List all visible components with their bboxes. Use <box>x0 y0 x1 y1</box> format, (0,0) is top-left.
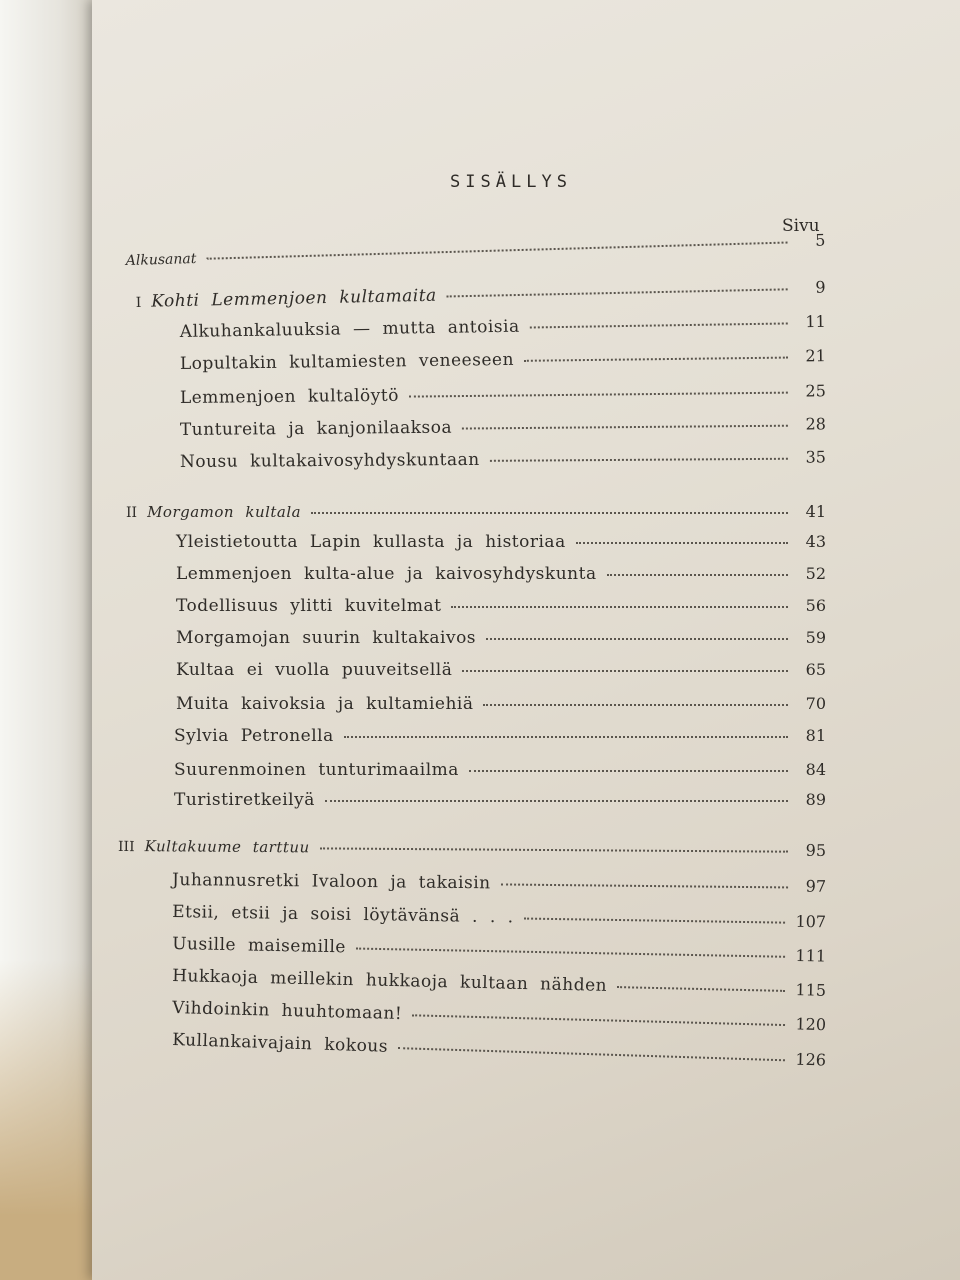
toc-entry <box>176 596 826 616</box>
toc-entry-label: Suurenmoinen tunturimaailma <box>174 760 459 780</box>
leader-dots <box>486 638 788 640</box>
section-numeral: I <box>135 294 142 312</box>
toc-entry-label: Todellisuus ylitti kuvitelmat <box>176 596 442 616</box>
toc-entry-label: Lemmenjoen kultalöytö <box>179 385 400 408</box>
leader-dots <box>356 948 786 958</box>
toc-entry-label: Alkuhankaluuksia — mutta antoisia <box>179 316 520 342</box>
toc-entry-label: Lopultakin kultamiesten veneeseen <box>179 349 515 374</box>
toc-entry-page: 81 <box>805 726 826 745</box>
toc-entry-page: 28 <box>805 414 826 434</box>
toc-entry-label: Sylvia Petronella <box>174 726 334 746</box>
leader-dots <box>524 918 786 924</box>
leader-dots <box>451 606 788 608</box>
toc-entry-label: Hukkaoja meillekin hukkaoja kultaan nähden <box>172 966 608 996</box>
toc-entry <box>172 934 826 967</box>
toc-entry <box>176 628 826 648</box>
leader-dots <box>447 288 788 297</box>
toc-entry <box>176 532 826 552</box>
leader-dots <box>524 357 788 362</box>
toc-entry-page: 21 <box>805 346 826 366</box>
toc-entry <box>180 414 826 440</box>
toc-entry-page: 43 <box>805 532 826 551</box>
leader-dots <box>483 704 788 706</box>
toc-entry-page: 126 <box>795 1049 827 1070</box>
toc-section-heading <box>118 836 826 860</box>
toc-entry-label: Morgamojan suurin kultakaivos <box>176 628 477 648</box>
leader-dots <box>469 770 788 772</box>
toc-entry-page: 70 <box>805 694 826 713</box>
leader-dots <box>409 392 788 398</box>
leader-dots <box>412 1014 785 1026</box>
toc-entry <box>180 447 826 472</box>
toc-entry-label: Kultaa ei vuolla puuveitsellä <box>176 660 453 680</box>
leader-dots <box>206 242 787 260</box>
toc-section-heading <box>136 278 826 312</box>
toc-entry-page: 41 <box>805 502 826 521</box>
toc-entry <box>176 660 826 680</box>
toc-entry-page: 97 <box>805 876 827 896</box>
toc-entry-label: Alkusanat <box>125 251 197 269</box>
leader-dots <box>576 542 788 544</box>
leader-dots <box>607 574 788 576</box>
toc-entry <box>172 966 826 1001</box>
toc-entry-page: 59 <box>805 628 826 647</box>
toc-entry-page: 5 <box>815 230 826 250</box>
toc-entry-page: 52 <box>805 564 826 583</box>
toc-entry-label: Tuntureita ja kanjonilaaksoa <box>179 417 453 440</box>
toc-entry <box>174 790 826 810</box>
toc-entry-page: 111 <box>795 945 827 966</box>
page-title: SISÄLLYS <box>450 172 572 192</box>
toc-entry-page: 56 <box>805 596 826 615</box>
page-column-label: Sivu <box>782 216 820 236</box>
toc-entry <box>174 760 826 780</box>
toc-entry-page: 84 <box>805 760 826 779</box>
toc-entry-label: Yleistietoutta Lapin kullasta ja historiaa <box>176 532 566 552</box>
leader-dots <box>462 670 788 672</box>
leader-dots <box>311 512 788 514</box>
table-of-contents <box>92 0 960 1280</box>
toc-entry-label: Vihdoinkin huuhtomaan! <box>172 998 403 1025</box>
leader-dots <box>344 736 788 738</box>
toc-entry <box>174 726 826 746</box>
toc-entry-page: 120 <box>795 1014 827 1035</box>
book-page <box>92 0 960 1280</box>
leader-dots <box>617 986 786 992</box>
leader-dots <box>462 425 788 430</box>
toc-entry <box>172 902 826 932</box>
section-numeral: II <box>126 505 138 521</box>
toc-entry-page: 95 <box>805 840 827 860</box>
toc-entry-page: 107 <box>795 911 827 932</box>
toc-entry <box>176 694 826 714</box>
toc-entry <box>180 381 826 408</box>
toc-entry-label: Juhannusretki Ivaloon ja takaisin <box>172 870 491 894</box>
toc-entry <box>172 870 826 897</box>
toc-section-heading <box>126 502 826 521</box>
toc-entry <box>180 312 826 342</box>
toc-entry-label: Kohti Lemmenjoen kultamaita <box>151 285 437 312</box>
toc-entry-page: 9 <box>815 277 826 297</box>
toc-entry-label: Kultakuume tarttuu <box>144 837 310 857</box>
leader-dots <box>320 847 788 852</box>
leader-dots <box>325 800 788 802</box>
toc-entry-label: Morgamon kultala <box>147 503 302 521</box>
leader-dots <box>501 883 788 888</box>
toc-entry <box>125 230 825 269</box>
toc-entry-page: 35 <box>805 447 826 467</box>
toc-entry <box>172 1030 826 1071</box>
toc-entry-label: Lemmenjoen kulta-alue ja kaivosyhdyskunta <box>176 564 597 584</box>
toc-entry-page: 115 <box>795 980 827 1000</box>
toc-entry-label: Kullankaivajain kokous <box>172 1030 389 1057</box>
toc-entry <box>180 346 826 374</box>
toc-entry-label: Uusille maisemille <box>172 934 347 958</box>
toc-entry-label: Etsii, etsii ja soisi löytävänsä . . . <box>172 902 514 928</box>
toc-entry-label: Muita kaivoksia ja kultamiehiä <box>176 694 474 714</box>
toc-entry-label: Nousu kultakaivosyhdyskuntaan <box>179 449 480 472</box>
leader-dots <box>530 322 788 328</box>
leader-dots <box>490 458 788 462</box>
section-numeral: III <box>118 839 135 856</box>
toc-entry-page: 25 <box>805 381 826 401</box>
toc-entry-page: 11 <box>805 311 826 332</box>
toc-entry-label: Turistiretkeilyä <box>174 790 315 810</box>
toc-entry-page: 89 <box>805 790 826 809</box>
toc-entry <box>172 998 826 1035</box>
toc-entry-page: 65 <box>805 660 826 679</box>
leader-dots <box>398 1047 786 1061</box>
toc-entry <box>176 564 826 584</box>
